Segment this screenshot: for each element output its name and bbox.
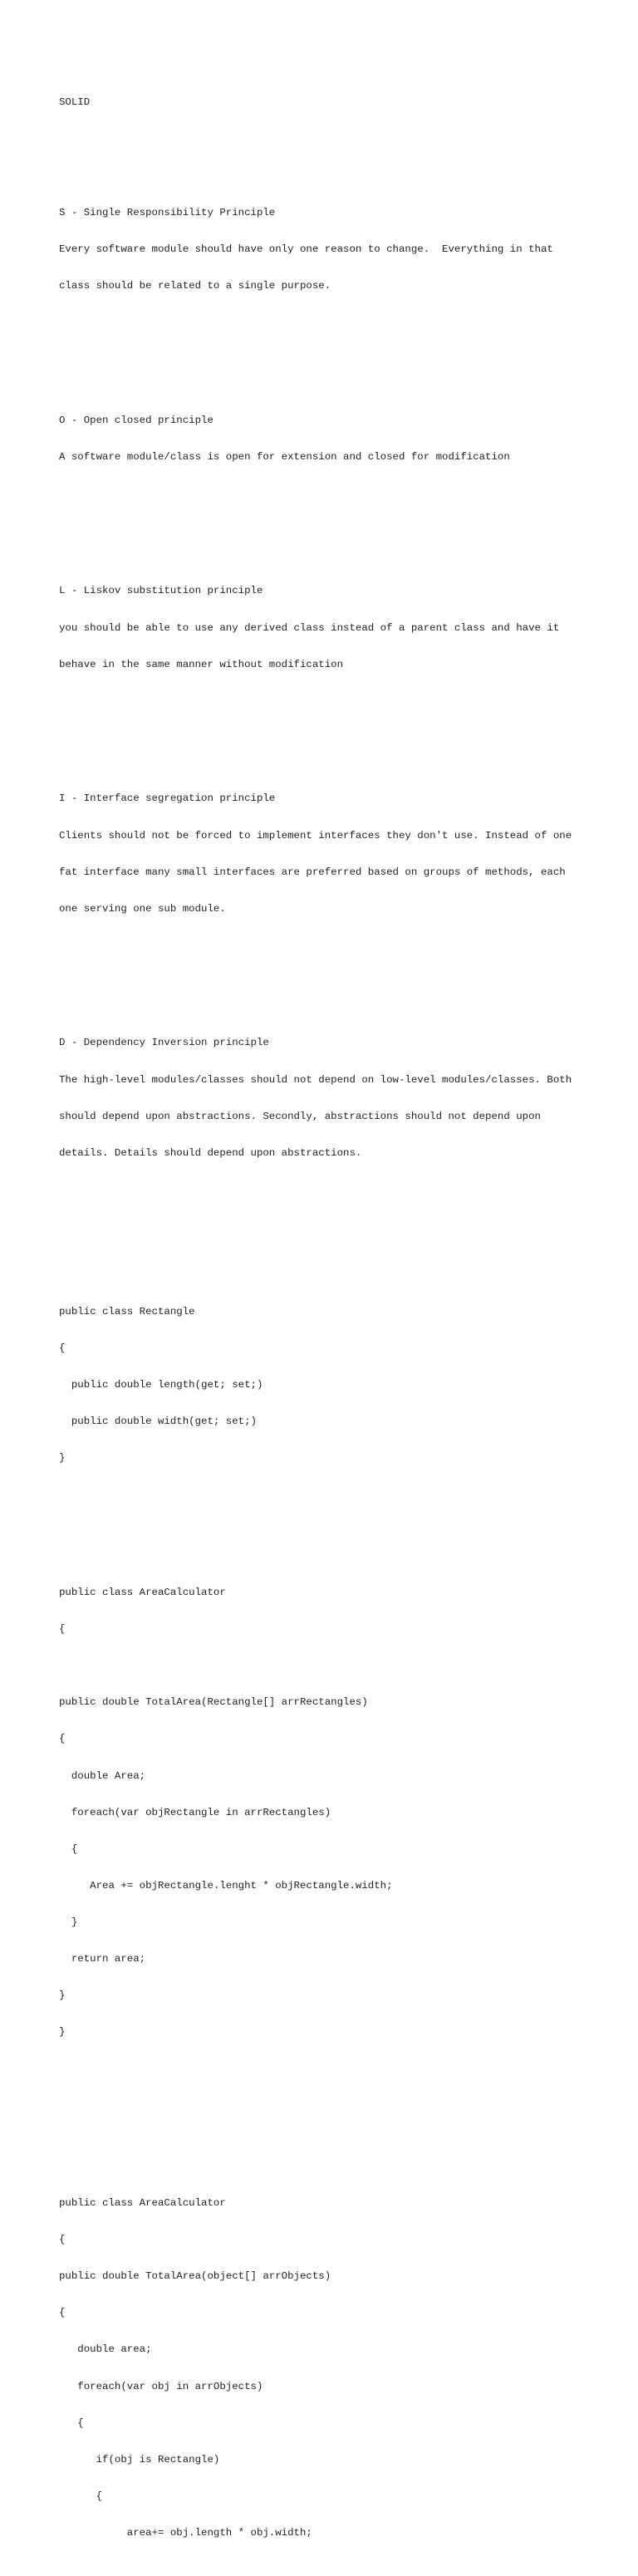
spacer: [59, 341, 632, 353]
code-line: public class AreaCalculator: [59, 1586, 226, 1598]
spacer: [59, 512, 632, 524]
document-title: SOLID: [59, 96, 91, 109]
principle-heading: S - Single Responsibility Principle: [59, 206, 276, 218]
code-line: if(obj is Rectangle): [59, 2453, 220, 2466]
code-line: Area += objRectangle.lenght * objRectangle.width;: [59, 1879, 393, 1892]
principle-text: fat interface many small interfaces are preferred based on groups of methods, each: [59, 866, 566, 878]
code-line: return area;: [59, 1953, 146, 1965]
code-block-rectangle: [59, 1281, 632, 1489]
code-line: public double width(get; set;): [59, 1416, 257, 1428]
principle-text: one serving one sub module.: [59, 902, 226, 915]
principle-text: A software module/class is open for extension and closed for modification: [59, 450, 510, 463]
code-line: area+= obj.length * obj.width;: [59, 2526, 312, 2539]
spacer: [59, 1514, 632, 1526]
code-line: public class AreaCalculator: [59, 2197, 226, 2209]
code-block-area-calculator-objects: [59, 2173, 632, 2564]
principle-liskov-substitution: [59, 561, 632, 695]
principle-text: Every software module should have only one reason to change. Everything in that: [59, 243, 553, 255]
principle-text: The high-level modules/classes should not depend on low-level modules/classes. Both: [59, 1073, 572, 1086]
principle-heading: L - Liskov substitution principle: [59, 585, 263, 597]
principle-interface-segregation: [59, 768, 632, 940]
principle-text: class should be related to a single purpose.: [59, 279, 331, 292]
code-line: {: [59, 1842, 78, 1855]
spacer: [59, 1208, 632, 1244]
spacer: [59, 2088, 632, 2137]
principle-text: behave in the same manner without modification: [59, 658, 344, 670]
code-line: foreach(var obj in arrObjects): [59, 2380, 263, 2392]
code-line: public double length(get; set;): [59, 1379, 263, 1391]
code-line: foreach(var objRectangle in arrRectangles): [59, 1806, 331, 1818]
code-block-area-calculator-rectangles: [59, 1563, 632, 2063]
code-line: {: [59, 1623, 66, 1636]
spacer: [59, 134, 632, 146]
spacer: [59, 964, 632, 976]
code-line: double Area;: [59, 1769, 146, 1782]
code-line: }: [59, 1452, 66, 1465]
code-line: {: [59, 2307, 66, 2319]
principle-open-closed: [59, 390, 632, 488]
code-line: }: [59, 2026, 66, 2039]
principle-dependency-inversion: [59, 1013, 632, 1184]
principle-single-responsibility: [59, 182, 632, 316]
code-line: public double TotalArea(Rectangle[] arrRectangles): [59, 1696, 368, 1709]
principle-text: Clients should not be forced to implement interfaces they don't use. Instead of one: [59, 829, 572, 841]
code-line: }: [59, 1990, 66, 2002]
code-line: {: [59, 2490, 103, 2502]
code-line: double area;: [59, 2343, 152, 2356]
code-line: {: [59, 2417, 84, 2429]
code-line: {: [59, 2234, 66, 2246]
principle-heading: D - Dependency Inversion principle: [59, 1037, 269, 1049]
code-line: public double TotalArea(object[] arrObjects): [59, 2270, 331, 2283]
principle-heading: I - Interface segregation principle: [59, 792, 276, 805]
principle-text: should depend upon abstractions. Secondly, abstractions should not depend upon: [59, 1110, 541, 1122]
principle-text: you should be able to use any derived class instead of a parent class and have it: [59, 621, 560, 634]
code-line: public class Rectangle: [59, 1305, 195, 1317]
code-line: {: [59, 1342, 66, 1354]
document-page: [59, 72, 632, 2576]
code-line: [59, 1660, 632, 1672]
code-line: }: [59, 1916, 78, 1928]
code-line: {: [59, 1733, 66, 1745]
spacer: [59, 719, 632, 732]
principle-heading: O - Open closed principle: [59, 414, 213, 426]
principle-text: details. Details should depend upon abstractions.: [59, 1146, 362, 1159]
